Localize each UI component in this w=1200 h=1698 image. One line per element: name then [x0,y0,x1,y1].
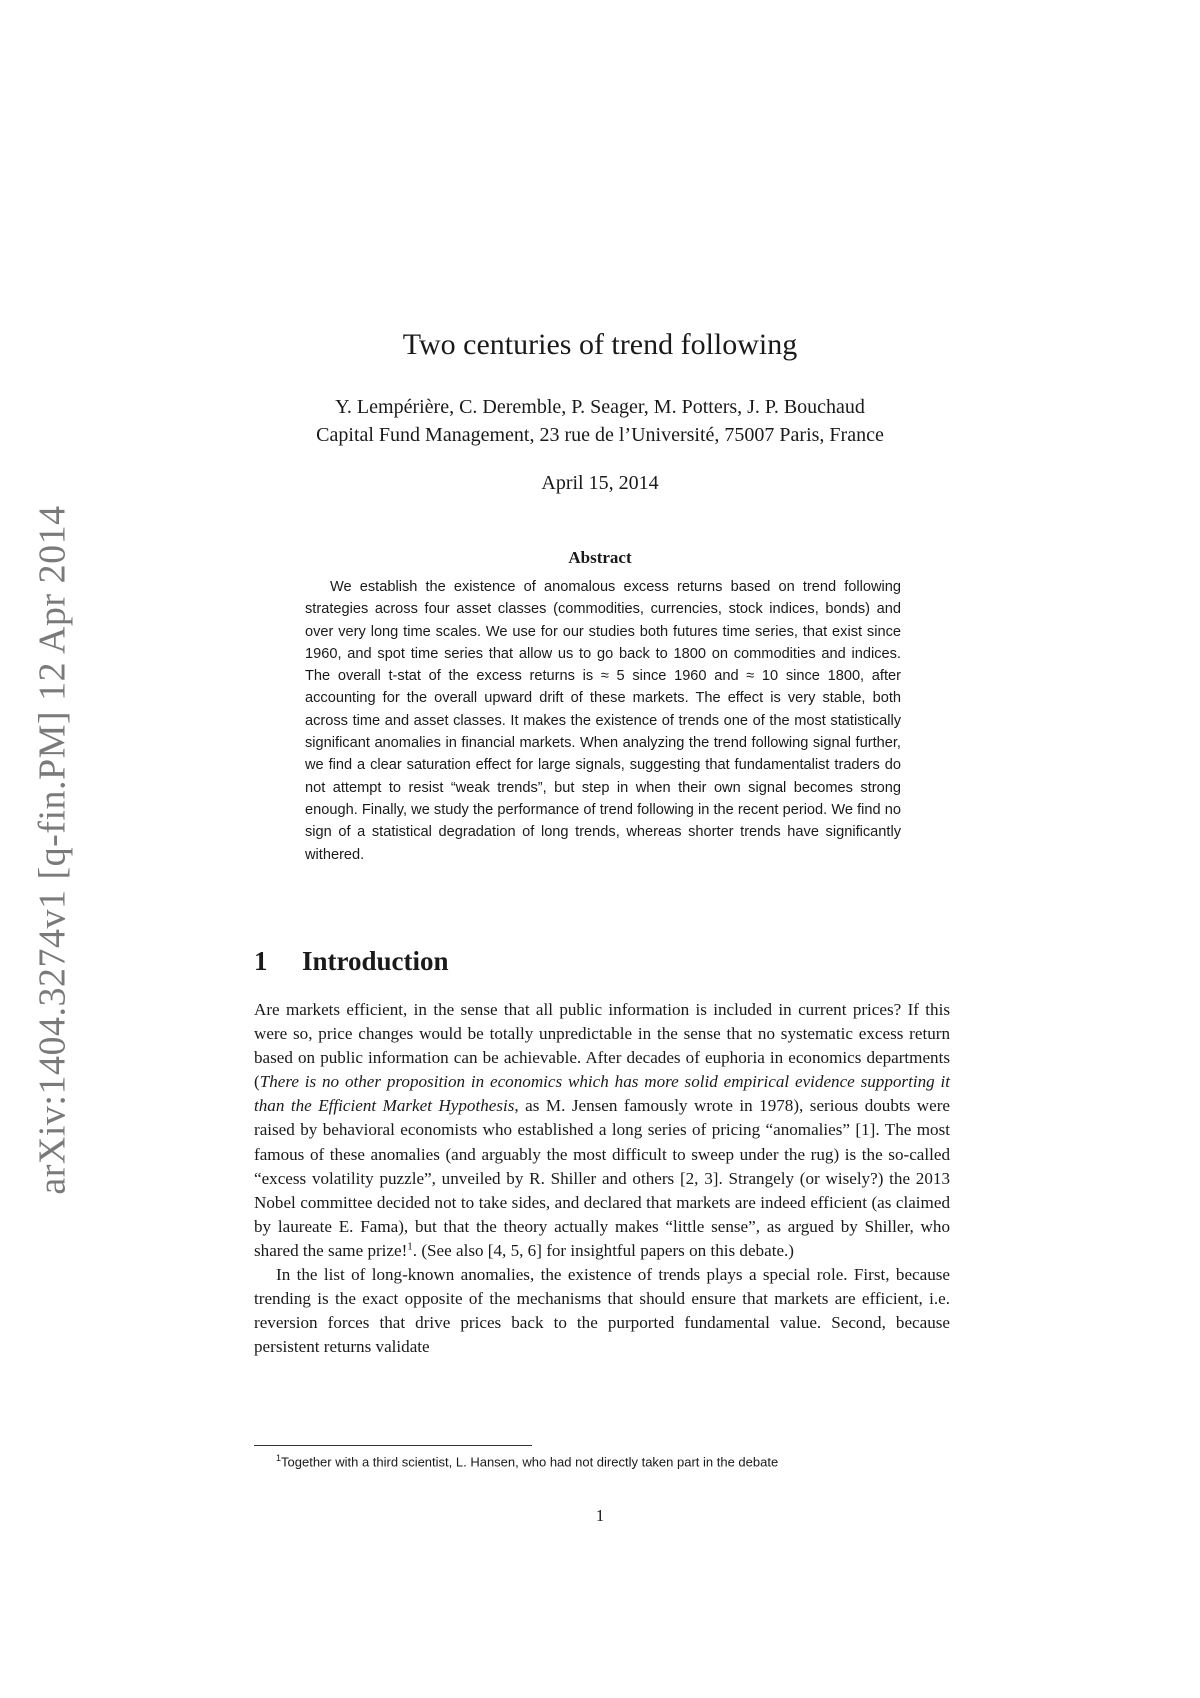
paragraph-text: Are markets efficient, in the sense that all public information is included in current prices? If this were so, price changes would be totally unpredictable in the sense that no systematic excess return based on public information can be achievable. After decades of euphoria in economics departments ( [254,1000,950,1092]
jensen-quote: There is no other proposition in economics which has more solid empirical evidence supporting it than the Efficient Market Hypothesis [254,1072,950,1116]
arxiv-watermark [10,480,96,1220]
abstract-heading: Abstract [568,548,632,567]
body-paragraph [254,998,950,1263]
footnote [254,1450,950,1470]
body-paragraph: In the list of long-known anomalies, the existence of trends plays a special role. First, because trending is the exact opposite of the mechanisms that should ensure that markets are efficient, i.e. reversion forces that drive prices back to the purported fundamental value. Second, because persistent returns validate [254,1265,950,1357]
paragraph-text: , as M. Jensen famously wrote in 1978), serious doubts were raised by behavioral economists who established a long series of pricing “anomalies” [1]. The most famous of these anomalies (and arguably the most difficult to sweep under the rug) is the so-called “excess volatility puzzle”, unveiled by R. Shiller and others [2, 3]. Strangely (or wisely?) the 2013 Nobel committee decided not to take sides, and declared that markets are indeed efficient (as claimed by laureate E. Fama), but that the theory actually makes “little sense”, as argued by Shiller, who shared the same prize! [254,1096,950,1260]
section-title: Introduction [302,946,449,976]
page-number: 1 [595,1506,605,1525]
footnote-rule [254,1445,532,1446]
footnote-marker: 1 [407,1240,413,1253]
abstract-text: We establish the existence of anomalous excess returns based on trend following strategies across four asset classes (commodities, currencies, stock indices, bonds) and over very long time scales. We use for our studies both futures time series, that exist since 1960, and spot time series that allow us to go back to 1800 on commodities and indices. The overall t-stat of the excess returns is ≈ 5 since 1960 and ≈ 10 since 1800, after accounting for the overall upward drift of these markets. The effect is very stable, both across time and asset classes. It makes the existence of trends one of the most statistically significant anomalies in financial markets. When analyzing the trend following signal further, we find a clear saturation effect for large signals, suggesting that fundamentalist traders do not attempt to resist “weak trends”, but step in when their own signal becomes strong enough. Finally, we study the performance of trend following in the recent period. We find no sign of a statistical degradation of long trends, whereas shorter trends have significantly withered. [305,579,901,863]
author-list: Y. Lempérière, C. Deremble, P. Seager, M. Potters, J. P. Bouchaud [335,396,865,418]
affiliation: Capital Fund Management, 23 rue de l’Université, 75007 Paris, France [316,424,884,446]
paper-title: Two centuries of trend following [402,328,798,361]
arxiv-watermark-text: arXiv:1404.3274v1 [q-fin.PM] 12 Apr 2014 [32,505,74,1195]
publication-date: April 15, 2014 [541,472,659,494]
body-text [254,998,950,1359]
section-number: 1 [254,946,268,976]
footnote-number: 1 [276,1453,282,1463]
paragraph-text: . (See also [4, 5, 6] for insightful papers on this debate.) [412,1240,794,1260]
section-heading [254,946,449,977]
footnote-text: Together with a third scientist, L. Hansen, who had not directly taken part in the debate [281,1454,779,1470]
